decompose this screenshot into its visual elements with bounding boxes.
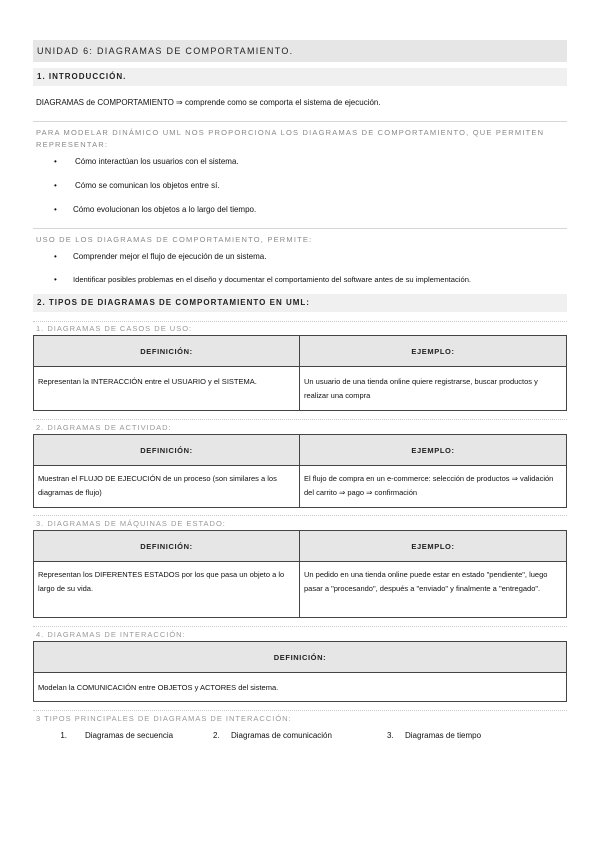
divider	[33, 321, 567, 322]
col-header-definicion: DEFINICIÓN:	[34, 531, 300, 562]
divider	[33, 710, 567, 711]
col-header-definicion: DEFINICIÓN:	[34, 336, 300, 367]
bullet-icon: •	[54, 157, 57, 166]
divider	[33, 419, 567, 420]
section-heading-tipos: 2. TIPOS DE DIAGRAMAS DE COMPORTAMIENTO EN UML:	[33, 294, 567, 312]
document-page	[33, 40, 567, 740]
table-cell: El flujo de compra en un e-commerce: selección de productos ⇒ validación del carrito ⇒ pago ⇒ confirmación	[300, 466, 567, 508]
bullet-icon: •	[54, 181, 57, 190]
list-item-label: Diagramas de comunicación	[231, 731, 332, 740]
casos-table	[33, 335, 567, 411]
modelar-intro: PARA MODELAR DINÁMICO UML NOS PROPORCIONA LOS DIAGRAMAS DE COMPORTAMIENTO, QUE PERMITEN REPRESENTAR:	[36, 128, 545, 149]
definition-text: DIAGRAMAS de COMPORTAMIENTO ⇒ comprende como se comporta el sistema de ejecución.	[36, 98, 381, 107]
bullet-icon: •	[54, 252, 57, 261]
col-header-ejemplo: EJEMPLO:	[300, 531, 567, 562]
estado-table	[33, 530, 567, 618]
list-item: • Comprender mejor el flujo de ejecución de un sistema.	[54, 252, 267, 261]
col-header-ejemplo: EJEMPLO:	[300, 336, 567, 367]
divider	[33, 228, 567, 229]
subsection-title-actividad: 2. DIAGRAMAS DE ACTIVIDAD:	[36, 423, 172, 432]
table-cell: Representan la INTERACCIÓN entre el USUARIO y el SISTEMA.	[34, 367, 300, 411]
list-item: • Cómo interactúan los usuarios con el sistema.	[54, 157, 239, 166]
subsection-title-tres-tipos: 3 TIPOS PRINCIPALES DE DIAGRAMAS DE INTERACCIÓN:	[36, 714, 292, 723]
table-cell: Representan los DIFERENTES ESTADOS por los que pasa un objeto a lo largo de su vida.	[34, 562, 300, 618]
col-header-ejemplo: EJEMPLO:	[300, 435, 567, 466]
section-heading-intro: 1. INTRODUCCIÓN.	[33, 68, 567, 86]
divider	[33, 121, 567, 122]
subsection-title-interaccion: 4. DIAGRAMAS DE INTERACCIÓN:	[36, 630, 186, 639]
list-item: • Cómo se comunican los objetos entre sí.	[54, 181, 220, 190]
divider	[33, 515, 567, 516]
col-header-definicion: DEFINICIÓN:	[34, 642, 567, 673]
divider	[33, 626, 567, 627]
list-item: • Cómo evolucionan los objetos a lo largo del tiempo.	[54, 205, 257, 214]
unit-title: UNIDAD 6: DIAGRAMAS DE COMPORTAMIENTO.	[33, 40, 567, 62]
uso-list	[33, 252, 567, 284]
table-cell: Un usuario de una tienda online quiere registrarse, buscar productos y realizar una compra	[300, 367, 567, 411]
representar-list	[33, 157, 567, 214]
actividad-table	[33, 434, 567, 508]
subsection-title-estado: 3. DIAGRAMAS DE MÁQUINAS DE ESTADO:	[36, 519, 226, 528]
list-item-label: Diagramas de secuencia	[85, 731, 174, 740]
col-header-definicion: DEFINICIÓN:	[34, 435, 300, 466]
list-item-number: 2.	[213, 731, 220, 740]
interaccion-table	[33, 641, 567, 702]
table-cell: Un pedido en una tienda online puede estar en estado "pendiente", luego pasar a "procesando", después a "enviado" y finalmente a "entregado".	[300, 562, 567, 618]
bullet-icon: •	[54, 275, 57, 284]
bullet-icon: •	[54, 205, 57, 214]
list-item-number: 1.	[60, 731, 67, 740]
table-cell: Modelan la COMUNICACIÓN entre OBJETOS y ACTORES del sistema.	[34, 673, 567, 702]
interaction-types-list	[33, 731, 567, 740]
table-cell: Muestran el FLUJO DE EJECUCIÓN de un proceso (son similares a los diagramas de flujo)	[34, 466, 300, 508]
list-item-label: Diagramas de tiempo	[405, 731, 482, 740]
list-item-number: 3.	[387, 731, 394, 740]
subsection-title-casos: 1. DIAGRAMAS DE CASOS DE USO:	[36, 324, 193, 333]
uso-intro: USO DE LOS DIAGRAMAS DE COMPORTAMIENTO, PERMITE:	[36, 235, 313, 244]
list-item: • Identificar posibles problemas en el diseño y documentar el comportamiento del software antes de su implementación.	[54, 275, 472, 284]
